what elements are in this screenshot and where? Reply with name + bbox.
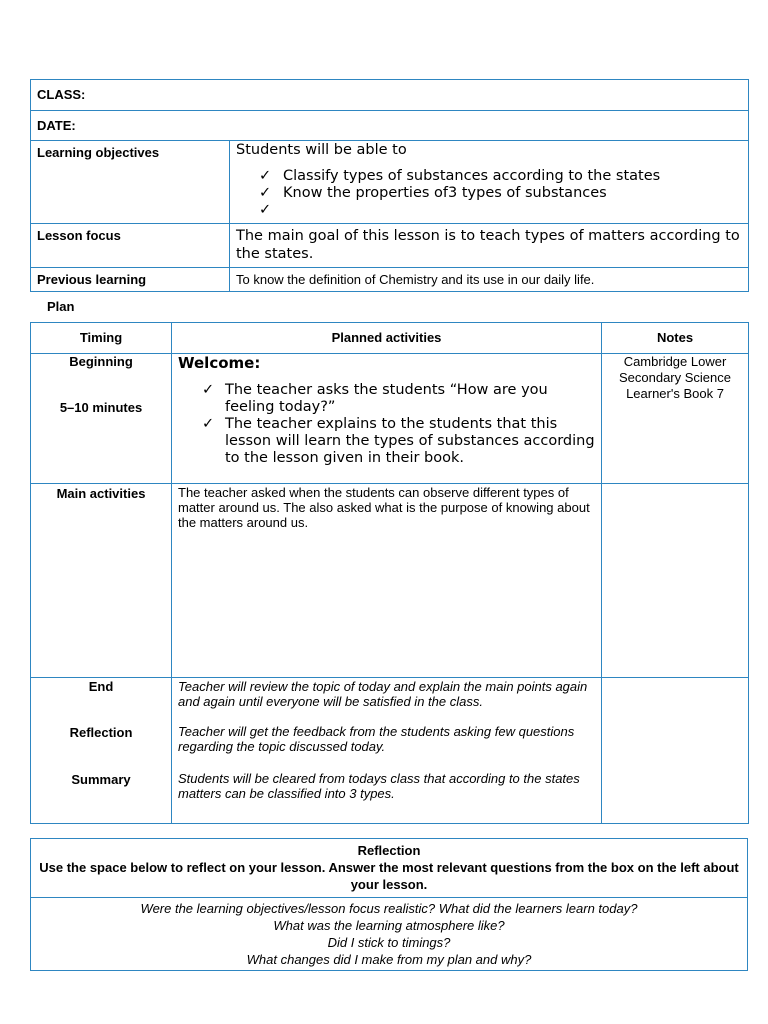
- check-mark-icon: ✓: [259, 202, 272, 218]
- date-row: [31, 111, 749, 141]
- check-mark-icon: ✓: [202, 416, 215, 432]
- list-item: ✓ Classify types of substances according to the states: [259, 168, 661, 184]
- welcome-heading: Welcome:: [178, 354, 261, 372]
- learning-objectives-list: [236, 168, 742, 219]
- end-label: End: [88, 679, 114, 694]
- main-activities-text: The teacher asked when the students can observe different types of matter around us. The also asked what is the purpose of knowing about the matters around us.: [178, 485, 590, 530]
- reflection-title: Reflection: [357, 843, 421, 858]
- end-activities-cell: [172, 678, 602, 824]
- list-item: ✓ The teacher asks the students “How are you feeling today?”: [202, 382, 548, 415]
- reflection-header-cell: [31, 839, 748, 898]
- notes-header: Notes: [602, 323, 749, 354]
- previous-learning-text: To know the definition of Chemistry and its use in our daily life.: [236, 271, 595, 287]
- summary-text: Students will be cleared from todays class that according to the states matters can be classified into 3 types.: [178, 771, 580, 801]
- timing-header: Timing: [31, 323, 172, 354]
- learning-objectives-label: Learning objectives: [37, 145, 160, 160]
- beginning-duration: 5–10 minutes: [59, 400, 143, 415]
- lesson-focus-label: Lesson focus: [37, 228, 121, 243]
- summary-label: Summary: [71, 772, 131, 787]
- reflection-text: Teacher will get the feedback from the students asking few questions regarding the topic discussed today.: [178, 724, 575, 754]
- main-notes-cell: [602, 484, 749, 678]
- learning-objectives-label-cell: [31, 141, 230, 224]
- reflection-label: Reflection: [69, 725, 133, 740]
- learning-objectives-cell: [230, 141, 749, 224]
- end-text: Teacher will review the topic of today and explain the main points again and again until everyone will be satisfied in the class.: [178, 679, 588, 709]
- reflection-question: What changes did I make from my plan and why?: [246, 952, 532, 967]
- plan-table: [30, 322, 749, 824]
- notes-text: Cambridge Lower Secondary Science Learner's Book 7: [618, 354, 731, 401]
- main-activities-label: Main activities: [56, 486, 146, 501]
- class-row: [31, 80, 749, 111]
- plan-label: Plan: [47, 299, 75, 314]
- main-activities-cell: [172, 484, 602, 678]
- beginning-list: [178, 382, 595, 467]
- learning-objectives-intro: Students will be able to: [236, 142, 407, 158]
- beginning-notes-cell: [602, 354, 749, 484]
- reflection-question: Did I stick to timings?: [327, 935, 451, 950]
- check-mark-icon: ✓: [202, 382, 215, 398]
- beginning-label: Beginning: [69, 354, 133, 369]
- previous-learning-label-cell: [31, 268, 230, 292]
- date-label: DATE:: [37, 117, 76, 133]
- main-timing-cell: [31, 484, 172, 678]
- reflection-questions-cell: [31, 898, 748, 971]
- check-mark-icon: ✓: [259, 168, 272, 184]
- beginning-timing-cell: [31, 354, 172, 484]
- lesson-header-table: [30, 79, 749, 292]
- list-item: [259, 202, 742, 219]
- list-item: ✓ Know the properties of3 types of substances: [259, 185, 607, 201]
- previous-learning-label: Previous learning: [37, 271, 147, 287]
- lesson-focus-text: The main goal of this lesson is to teach types of matters according to the states.: [236, 228, 740, 262]
- reflection-table: [30, 838, 748, 971]
- activities-header: Planned activities: [172, 323, 602, 354]
- end-notes-cell: [602, 678, 749, 824]
- previous-learning-cell: [230, 268, 749, 292]
- end-timing-cell: [31, 678, 172, 824]
- beginning-activities-cell: [172, 354, 602, 484]
- lesson-focus-label-cell: [31, 224, 230, 268]
- list-item: ✓ The teacher explains to the students that this lesson will learn the types of substances according to the lesson given in their book.: [202, 416, 595, 466]
- lesson-focus-cell: [230, 224, 749, 268]
- class-label: CLASS:: [37, 87, 86, 102]
- reflection-instructions: Use the space below to reflect on your lesson. Answer the most relevant questions from the box on the left about your lesson.: [39, 860, 739, 892]
- reflection-question: Were the learning objectives/lesson focus realistic? What did the learners learn today?: [140, 901, 638, 916]
- reflection-question: What was the learning atmosphere like?: [273, 918, 505, 933]
- check-mark-icon: ✓: [259, 185, 272, 201]
